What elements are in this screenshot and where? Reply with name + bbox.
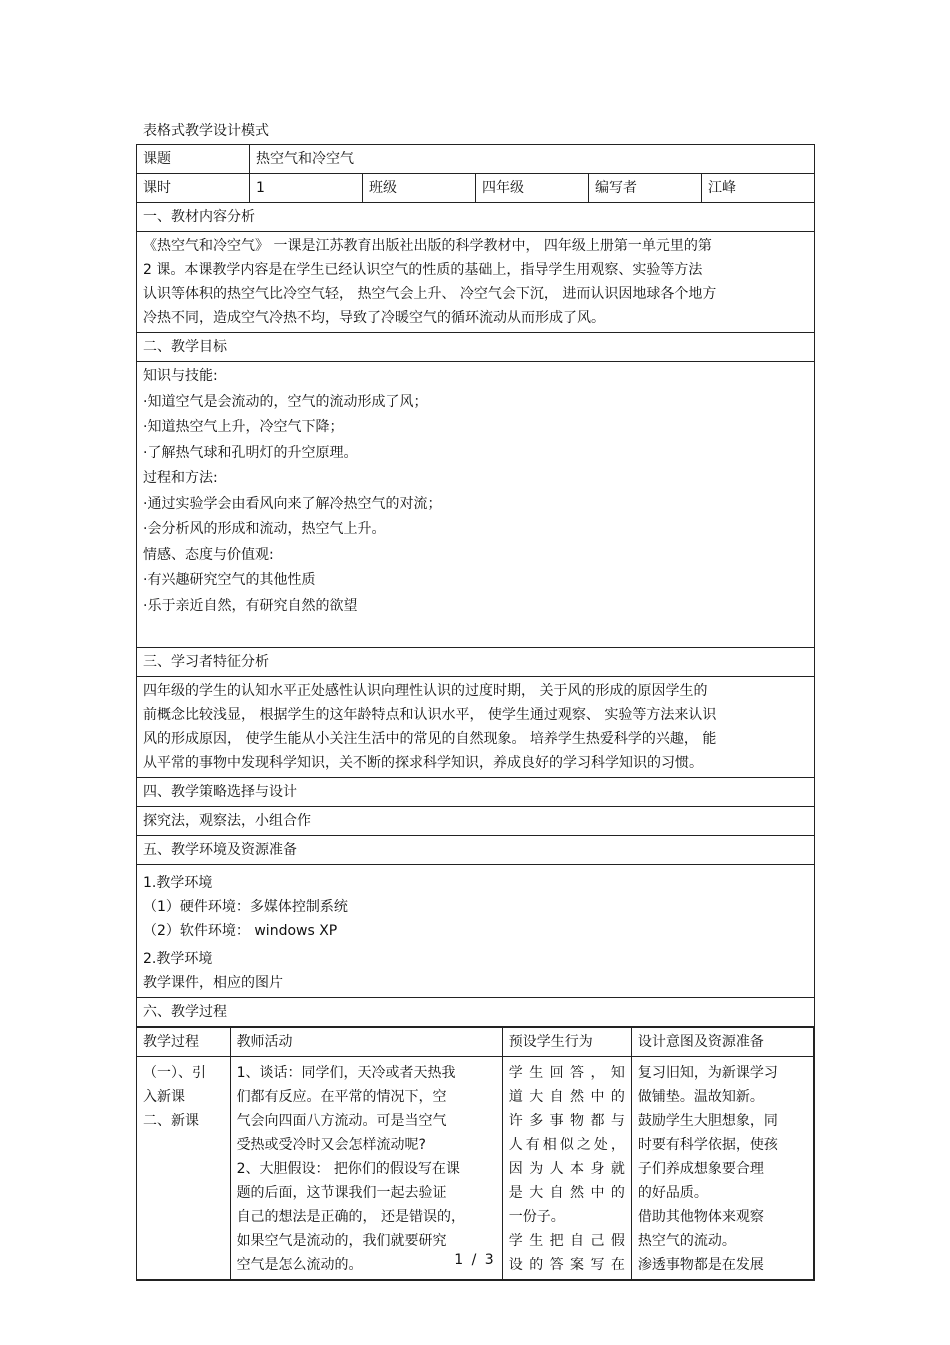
col-header-stage: 教学过程 <box>137 1028 230 1057</box>
teacher-cell <box>230 1057 502 1280</box>
section1-heading: 一、教材内容分析 <box>137 203 815 232</box>
env-title: 1.教学环境 <box>143 875 213 891</box>
lesson-plan-table <box>136 144 815 1281</box>
process-item: ·通过实验学会由看风向来了解冷热空气的对流； <box>143 495 442 512</box>
section6-heading: 六、教学过程 <box>137 998 815 1027</box>
stage-line: （一）、引 <box>143 1065 206 1081</box>
intent-line: 复习旧知，为新课学习 <box>637 1065 778 1081</box>
author-value: 江峰 <box>702 174 815 203</box>
section3-line: 从平常的事物中发现科学知识，关不断的探求科学知识，养成良好的学习科学知识的习惯。 <box>143 755 703 771</box>
section1-line: 认识等体积的热空气比冷空气轻， 热空气会上升、 冷空气会下沉， 进而认识因地球各个地方 <box>143 286 717 302</box>
emotion-item: ·乐于亲近自然，有研究自然的欲望 <box>143 597 358 614</box>
student-cell <box>502 1057 631 1280</box>
teacher-line: 气会向四面八方流动。可是当空气 <box>236 1113 447 1129</box>
teacher-line: 受热或受冷时又会怎样流动呢? <box>236 1137 426 1153</box>
intent-line: 的好品质。 <box>637 1185 708 1201</box>
author-label: 编写者 <box>589 174 702 203</box>
student-line: 许多事物都与 <box>508 1113 625 1129</box>
intent-line: 渗透事物都是在发展 <box>637 1257 764 1273</box>
process-table-cell <box>137 1027 815 1281</box>
teacher-line: 们都有反应。在平常的情况下，空 <box>236 1089 447 1105</box>
process-table <box>137 1027 814 1280</box>
intent-line: 借助其他物体来观察 <box>637 1209 764 1225</box>
teacher-line: 2、大胆假设： 把你们的假设写在课 <box>236 1161 460 1177</box>
knowledge-item: ·知道空气是会流动的，空气的流动形成了风； <box>143 393 428 410</box>
student-line: 一份子。 <box>508 1209 565 1225</box>
process-title: 过程和方法: <box>143 470 218 486</box>
section5-heading: 五、教学环境及资源准备 <box>137 836 815 865</box>
teacher-line: 题的后面，这节课我们一起去验证 <box>236 1185 447 1201</box>
student-line: 因为人本身就 <box>508 1161 625 1177</box>
resource-title: 2.教学环境 <box>143 951 213 967</box>
student-line: 学生回答，知 <box>508 1065 625 1081</box>
process-item: ·会分析风的形成和流动，热空气上升。 <box>143 521 386 537</box>
section1-line: 2 课。本课教学内容是在学生已经认识空气的性质的基础上，指导学生用观察、实验等方法 <box>143 262 703 278</box>
info-row <box>137 174 815 203</box>
teacher-line: 空气是怎么流动的。 <box>236 1257 363 1273</box>
process-body-row <box>137 1057 814 1280</box>
section3-line: 风的形成原因， 使学生能从小关注生活中的常见的自然现象。 培养学生热爱科学的兴趣， 能 <box>143 731 717 747</box>
section2-content <box>137 362 815 648</box>
page-indicator: 1 / 3 <box>454 1252 496 1268</box>
topic-label: 课题 <box>137 145 250 174</box>
intent-line: 热空气的流动。 <box>637 1233 736 1249</box>
section3-line: 前概念比较浅显， 根据学生的这年龄特点和认识水平， 使学生通过观察、 实验等方法来认识 <box>143 707 717 723</box>
section3-content <box>137 677 815 778</box>
intent-line: 鼓励学生大胆想象，同 <box>637 1113 778 1129</box>
student-line: 设的答案写在 <box>508 1257 625 1273</box>
col-header-intent: 设计意图及资源准备 <box>631 1028 813 1057</box>
hardware-env: （1）硬件环境：多媒体控制系统 <box>143 899 348 915</box>
intent-line: 时要有科学依据，使孩 <box>637 1137 778 1153</box>
student-line: 学生把自己假 <box>508 1233 625 1249</box>
teacher-line: 自己的想法是正确的， 还是错误的， <box>236 1209 466 1225</box>
resource-content: 教学课件，相应的图片 <box>143 975 283 991</box>
section1-line: 冷热不同，造成空气冷热不均，导致了冷暖空气的循环流动从而形成了风。 <box>143 310 605 326</box>
intent-line: 做铺垫。温故知新。 <box>637 1089 764 1105</box>
col-header-student: 预设学生行为 <box>502 1028 631 1057</box>
stage-cell <box>137 1057 230 1280</box>
section3-line: 四年级的学生的认知水平正处感性认识向理性认识的过度时期， 关于风的形成的原因学生的 <box>143 683 708 699</box>
section1-content <box>137 232 815 333</box>
knowledge-item: ·知道热空气上升，冷空气下降； <box>143 419 344 435</box>
stage-line: 二、新课 <box>143 1113 199 1129</box>
student-line: 是大自然中的 <box>508 1185 625 1201</box>
teacher-line: 1、谈话：同学们，天冷或者天热我 <box>236 1065 456 1081</box>
intent-line: 子们养成想象要合理 <box>637 1161 764 1177</box>
section5-content <box>137 865 815 998</box>
class-value: 四年级 <box>476 174 589 203</box>
hours-label: 课时 <box>137 174 250 203</box>
section2-heading: 二、教学目标 <box>137 333 815 362</box>
topic-value: 热空气和冷空气 <box>250 145 815 174</box>
section4-heading: 四、教学策略选择与设计 <box>137 778 815 807</box>
student-line: 人有相似之处， <box>508 1137 625 1153</box>
section1-line: 《热空气和冷空气》 一课是江苏教育出版社出版的科学教材中， 四年级上册第一单元里的第 <box>143 238 712 254</box>
stage-line: 入新课 <box>143 1089 185 1105</box>
section3-heading: 三、学习者特征分析 <box>137 648 815 677</box>
topic-row <box>137 145 815 174</box>
student-line: 道大自然中的 <box>508 1089 625 1105</box>
teacher-line: 如果空气是流动的，我们就要研究 <box>236 1233 447 1249</box>
emotion-item: ·有兴趣研究空气的其他性质 <box>143 572 316 588</box>
process-header-row <box>137 1028 814 1057</box>
knowledge-item: ·了解热气球和孔明灯的升空原理。 <box>143 444 358 461</box>
software-env: （2）软件环境： windows XP <box>143 923 338 939</box>
emotion-title: 情感、态度与价值观: <box>143 546 274 563</box>
section4-content: 探究法，观察法，小组合作 <box>137 807 815 836</box>
document-title: 表格式教学设计模式 <box>143 123 269 139</box>
col-header-teacher: 教师活动 <box>230 1028 502 1057</box>
class-label: 班级 <box>363 174 476 203</box>
knowledge-title: 知识与技能: <box>143 368 218 384</box>
hours-value: 1 <box>250 174 363 203</box>
intent-cell <box>631 1057 813 1280</box>
